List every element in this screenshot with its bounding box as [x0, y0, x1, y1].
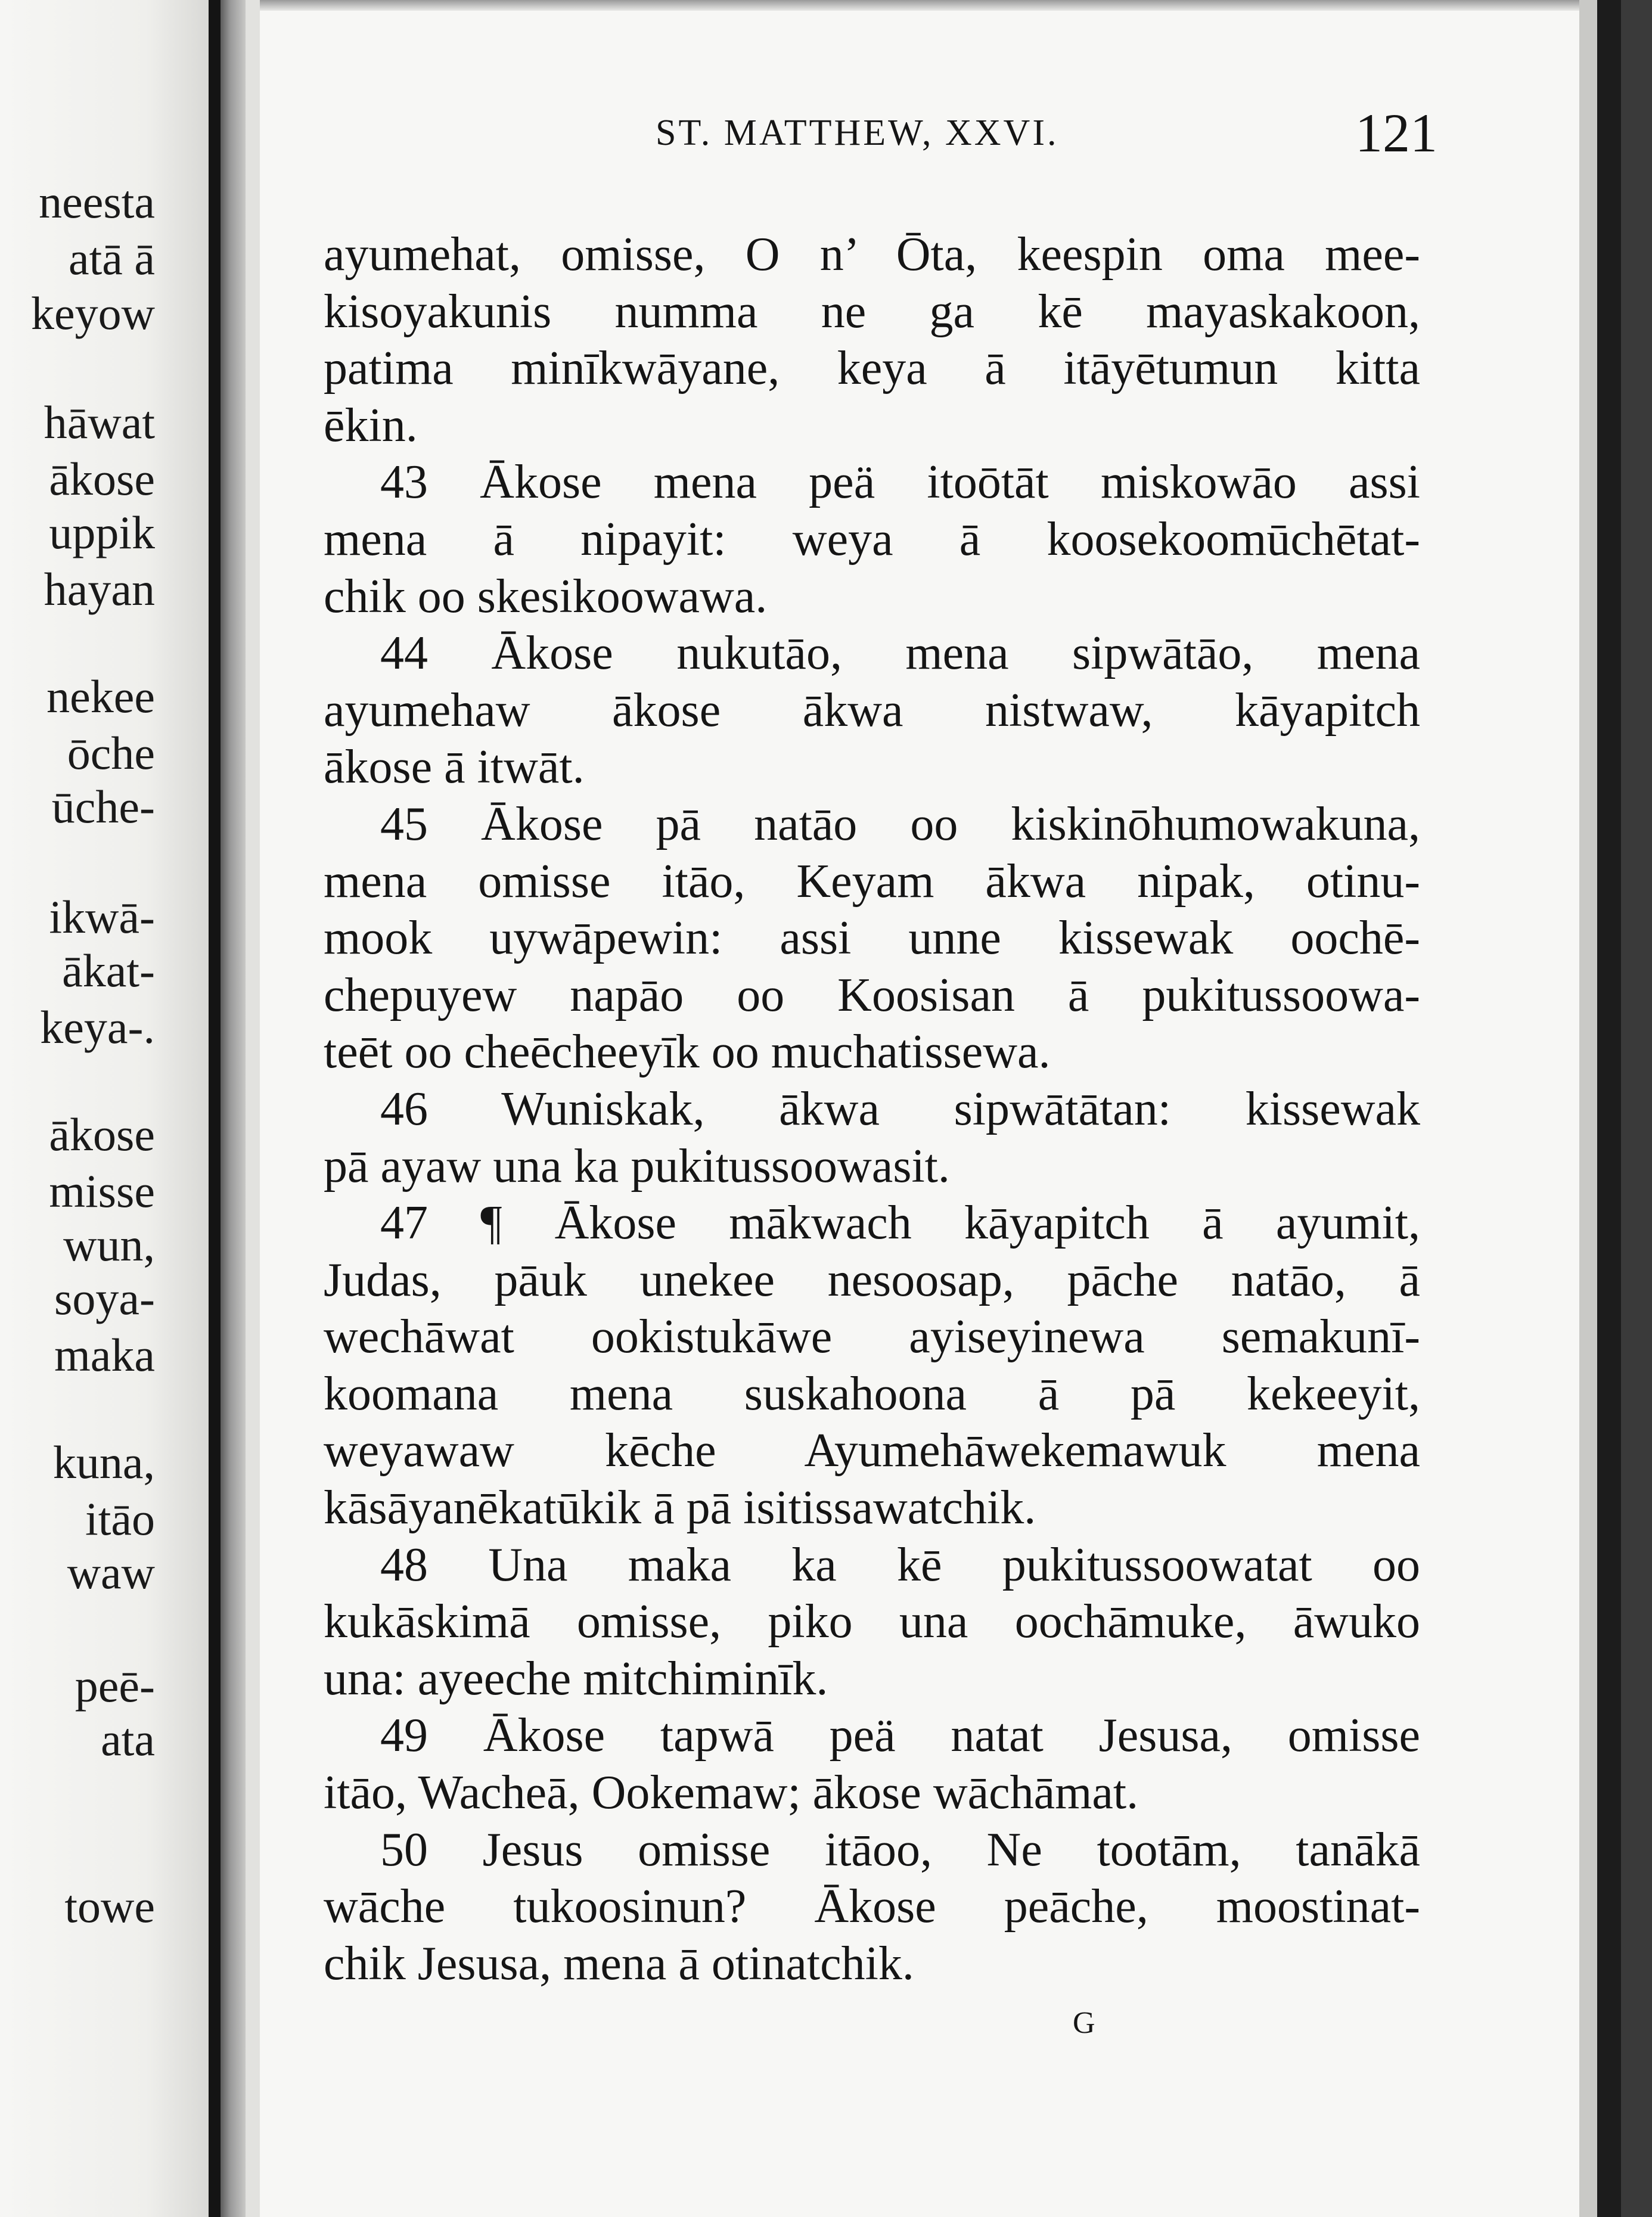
text-line: ākose ā itwāt.	[324, 741, 585, 794]
previous-page-text-fragment: hayan	[44, 563, 155, 615]
text-line: 50 Jesus omisse itāoo, Ne tootām, tanākā	[380, 1823, 1420, 1876]
text-line: wāche tukoosinun? Ākose peāche, moostinat-	[324, 1880, 1420, 1933]
previous-page-text-fragment: keya-.	[40, 1001, 155, 1053]
text-line: koomana mena suskahoona ā pā kekeeyit,	[324, 1367, 1420, 1420]
text-line: chik Jesusa, mena ā otinatchik.	[324, 1937, 914, 1990]
previous-page-text-fragment: ākose	[49, 453, 155, 505]
text-line: mena ā nipayit: weya ā koosekoomūchētat-	[324, 513, 1420, 566]
text-line: una: ayeeche mitchiminīk.	[324, 1652, 828, 1705]
text-line: chik oo skesikoowawa.	[324, 570, 768, 623]
text-line: teēt oo cheēcheeyīk oo muchatissewa.	[324, 1026, 1051, 1079]
previous-page-text-fragment: ākose	[49, 1108, 155, 1160]
previous-page-text-fragment: waw	[67, 1547, 155, 1598]
text-line: ēkin.	[324, 399, 418, 452]
text-line: 46 Wuniskak, ākwa sipwātātan: kissewak	[380, 1082, 1420, 1135]
page-number: 121	[1355, 103, 1437, 163]
page-top-edge	[260, 0, 1579, 11]
text-line: Judas, pāuk unekee nesoosap, pāche natāo, ā	[324, 1253, 1420, 1306]
text-line: mook uywāpewin: assi unne kissewak oochē-	[324, 912, 1420, 965]
scan-border-outer	[1621, 0, 1652, 2217]
previous-page-text-fragment: misse	[49, 1165, 155, 1217]
scan-border-dark	[1597, 0, 1621, 2217]
book-gutter	[221, 0, 246, 2217]
text-line: kāsāyanēkatūkik ā pā isitissawatchik.	[324, 1482, 1036, 1535]
text-line: itāo, Wacheā, Ookemaw; ākose wāchāmat.	[324, 1766, 1139, 1819]
previous-page-text-fragment: towe	[64, 1880, 155, 1932]
previous-page-text-fragment: neesta	[39, 176, 155, 228]
text-line: 43 Ākose mena peä itoōtāt miskowāo assi	[380, 456, 1420, 509]
text-line: wechāwat ookistukāwe ayiseyinewa semakunī-	[324, 1311, 1420, 1364]
previous-page-text-fragment: keyow	[31, 287, 155, 339]
previous-page-text-fragment: maka	[54, 1329, 155, 1381]
text-line: 45 Ākose pā natāo oo kiskinōhumowakuna,	[380, 797, 1420, 850]
text-line: kisoyakunis numma ne ga kē mayaskakoon,	[324, 285, 1420, 338]
previous-page-edge	[0, 0, 209, 2217]
text-line: 48 Una maka ka kē pukitussoowatat oo	[380, 1538, 1420, 1591]
running-head: ST. MATTHEW, XXVI.	[656, 113, 1059, 153]
text-line: mena omisse itāo, Keyam ākwa nipak, otinu-	[324, 855, 1420, 908]
text-line: patima minīkwāyane, keya ā itāyētumun kitta	[324, 342, 1420, 395]
previous-page-text-fragment: ōche	[67, 727, 155, 779]
text-line: ayumehat, omisse, O n’ Ōta, keespin oma mee-	[324, 228, 1420, 281]
text-line: 47 ¶ Ākose mākwach kāyapitch ā ayumit,	[380, 1197, 1420, 1250]
body-text	[324, 226, 1420, 1992]
previous-page-text-fragment: hāwat	[44, 396, 155, 448]
previous-page-text-fragment: nekee	[46, 670, 155, 722]
previous-page-text-fragment: uppik	[49, 507, 155, 558]
previous-page-text-fragment: peē-	[74, 1660, 155, 1712]
previous-page-text-fragment: ata	[101, 1713, 155, 1765]
previous-page-text-fragment: itāo	[85, 1493, 155, 1545]
previous-page-text-fragment: wun,	[63, 1219, 155, 1271]
text-line: kukāskimā omisse, piko una oochāmuke, āwuko	[324, 1595, 1420, 1648]
signature-mark: G	[1073, 2006, 1095, 2040]
page-right-edge	[1579, 0, 1597, 2217]
previous-page-text-fragment: ākat-	[62, 945, 155, 996]
text-line: chepuyew napāo oo Koosisan ā pukitussoowa-	[324, 968, 1420, 1021]
previous-page-text-fragment: ūche-	[51, 781, 155, 833]
previous-page-text-fragment: kuna,	[52, 1436, 155, 1488]
text-line: weyawaw kēche Ayumehāwekemawuk mena	[324, 1424, 1420, 1477]
text-line: 49 Ākose tapwā peä natat Jesusa, omisse	[380, 1709, 1420, 1762]
text-line: pā ayaw una ka pukitussoowasit.	[324, 1139, 950, 1193]
book-gutter-highlight	[246, 0, 260, 2217]
text-line: ayumehaw ākose ākwa nistwaw, kāyapitch	[324, 684, 1420, 737]
previous-page-text-fragment: soya-	[54, 1272, 155, 1324]
book-gutter-shadow	[209, 0, 221, 2217]
text-line: 44 Ākose nukutāo, mena sipwātāo, mena	[380, 627, 1420, 680]
previous-page-text-fragment: ikwā-	[49, 891, 155, 943]
previous-page-text-fragment: atā ā	[68, 232, 155, 284]
